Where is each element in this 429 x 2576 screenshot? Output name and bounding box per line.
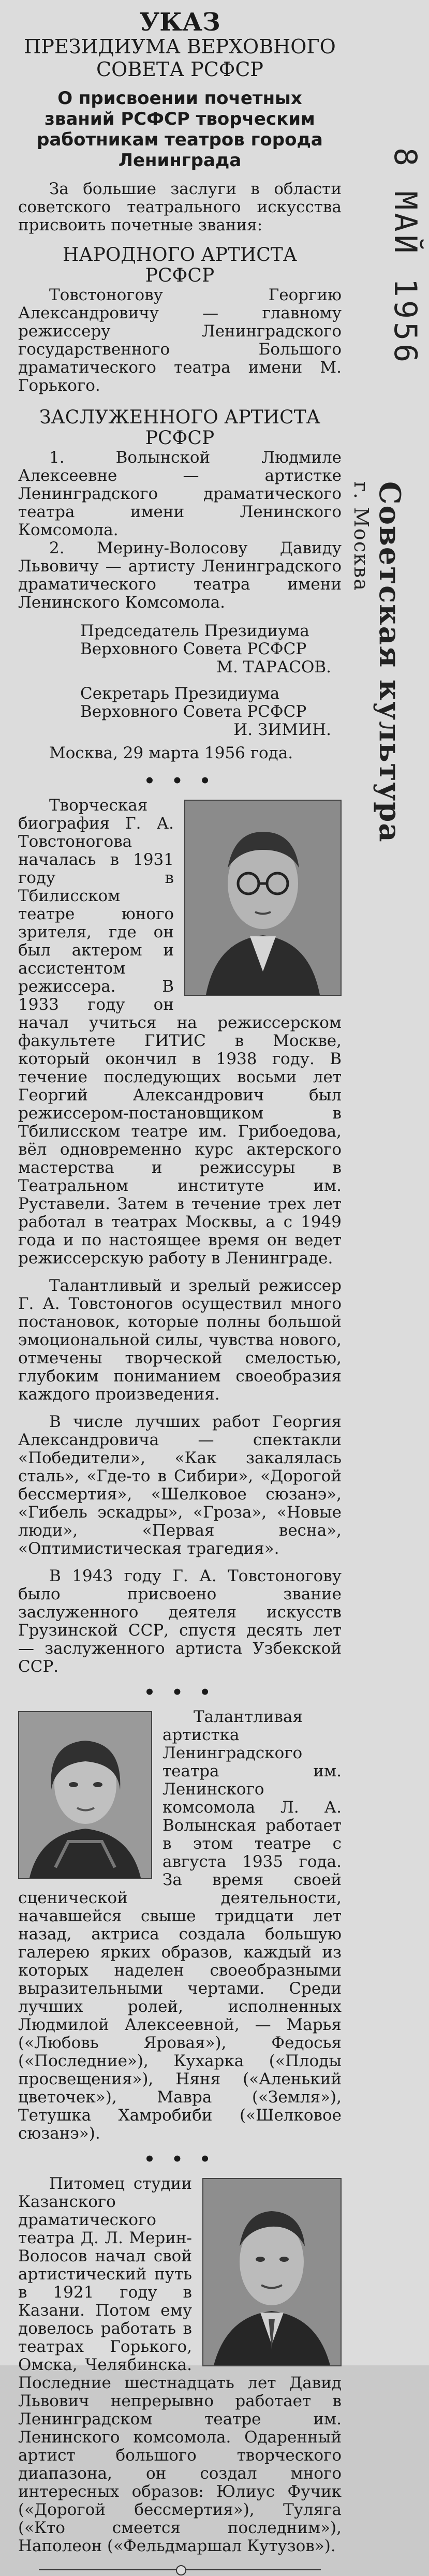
people-artist-heading-2: РСФСР: [145, 265, 215, 286]
portrait-tovstonogov: [184, 800, 342, 996]
honored-item-1: 1. Волынской Людмиле Алексеевне — артистке Ленинградского драматического театра имени Ленинского Комсомола.: [18, 448, 342, 539]
people-artist-heading-1: НАРОДНОГО АРТИСТА: [62, 244, 298, 266]
chair-name: М. ТАРАСОВ.: [216, 658, 331, 676]
bio-tovstonogov-p2: Талантливый и зрелый режиссер Г. А. Товстоногов осуществил много постановок, которые полны большой эмоциональной силы, чувства нового, отмечены творческой смелостью, глубоким пониманием своеобразия каждого произведения.: [18, 1276, 342, 1404]
portrait-volynskaya-svg: [19, 1712, 151, 1878]
honored-item-2: 2. Мерину-Волосову Давиду Львовичу — артисту Ленинградского драматического театра имени Ленинского Комсомола.: [18, 539, 342, 612]
portrait-merin: [202, 2178, 342, 2366]
date-stamp: [380, 148, 427, 365]
bio-tovstonogov: [18, 797, 342, 1676]
newspaper-city: г. Москва: [350, 481, 373, 592]
separator-1: • • •: [144, 771, 216, 791]
separator-2: • • •: [144, 1682, 216, 1703]
decree-title-3: СОВЕТА РСФСР: [96, 58, 263, 81]
article-column: [18, 0, 342, 2576]
decree-title-1: УКАЗ: [139, 8, 220, 37]
newspaper-name: Советская культура: [373, 481, 407, 843]
bio-tovstonogov-p4: В 1943 году Г. А. Товстоногову было присвоено звание заслуженного деятеля искусств Грузинской ССР, спустя десять лет — заслуженного артиста Узбекской ССР.: [18, 1567, 342, 1676]
secretary-name: И. ЗИМИН.: [233, 720, 331, 739]
bio-tovstonogov-p1: Творческая биография Г. А. Товстоногова началась в 1931 году в Тбилисском театре юного зрителя, где он был актером и ассистентом режиссера. В 1933 году он начал учиться на режиссерском факультете ГИТИС в Москве, который окончил в 1938 году. В течение последующих восьми лет Георгий Александрович был режиссером-постановщиком в Тбилисском театре им. Грибоедова, вёл одновременно курс актерского мастерства и режиссуры в Театральном институте им. Руставели. Затем в течение трех лет работал в театрах Москвы, а с 1949 года и по настоящее время он ведет режиссерскую работу в Ленинграде.: [18, 796, 342, 1268]
decree-preamble: За большие заслуги в области советского театрального искусства присвоить почетные звания:: [18, 180, 342, 234]
bio-merin-p1: Питомец студии Казанского драматического театра Д. Л. Мерин-Волосов начал свой артистический путь в 1921 году в Казани. Потом ему довелось работать в театрах Горького, Омска, Челябинска. Последние шестнадцать лет Давид Львович непрерывно работает в Ленинградском театре им. Ленинского комсомола. Одаренный артист большого творческого диапазона, он создал много интересных образов: Юлиус Фучик («Дорогой бессмертия»), Туляга («Кто смеется последним»), Наполеон («Фельдмаршал Кутузов»).: [18, 2174, 342, 2555]
date-stamp-text: 8 МАЙ 1956: [387, 148, 423, 366]
portrait-merin-svg: [203, 2179, 341, 2365]
portrait-tovstonogov-svg: [185, 801, 341, 995]
decree-place-date: Москва, 29 марта 1956 года.: [49, 744, 293, 762]
honored-artist-heading-1: ЗАСЛУЖЕННОГО АРТИСТА: [39, 407, 320, 428]
people-artist-text: Товстоногову Георгию Александровичу — главному режиссеру Ленинградского государственного Большого драматического театра имени М. Горького.: [18, 286, 342, 395]
end-ornament: [18, 2564, 342, 2576]
secretary-title: Секретарь Президиума Верховного Совета РСФСР: [80, 684, 307, 721]
newspaper-source: [342, 481, 409, 843]
decree-subject: О присвоении почетных званий РСФСР творческим работникам театров города Ленинграда: [37, 88, 323, 171]
chair-title: Председатель Президиума Верховного Совета РСФСР: [80, 622, 309, 658]
honored-artist-heading-2: РСФСР: [145, 428, 215, 449]
bio-volynskaya-p1: Талантливая артистка Ленинградского театра им. Ленинского комсомола Л. А. Волынская работает в этом театре с августа 1935 года. За время своей сценической деятельности, начавшейся свыше тридцати лет назад, актриса создала большую галерею ярких образов, каждый из которых наделен своеобразными выразительными чертами. Среди лучших ролей, исполненных Людмилой Алексеевной, — Марья («Любовь Яровая»), Федосья («Последние»), Кухарка («Плоды просвещения»), Няня («Аленький цветочек»), Мавра («Земля»), Тетушка Хамробиби («Шелковое сюзанэ»).: [18, 1707, 342, 2143]
bio-volynskaya: [18, 1708, 342, 2143]
portrait-volynskaya: [18, 1711, 152, 1879]
bio-tovstonogov-p3: В числе лучших работ Георгия Александровича — спектакли «Победители», «Как закалялась сталь», «Где-то в Сибири», «Дорогой бессмертия», «Шелковое сюзанэ», «Гибель эскадры», «Гроза», «Новые люди», «Первая весна», «Оптимистическая трагедия».: [18, 1412, 342, 1558]
decree-title-2: ПРЕЗИДИУМА ВЕРХОВНОГО: [24, 35, 336, 58]
separator-3: • • •: [144, 2149, 216, 2170]
